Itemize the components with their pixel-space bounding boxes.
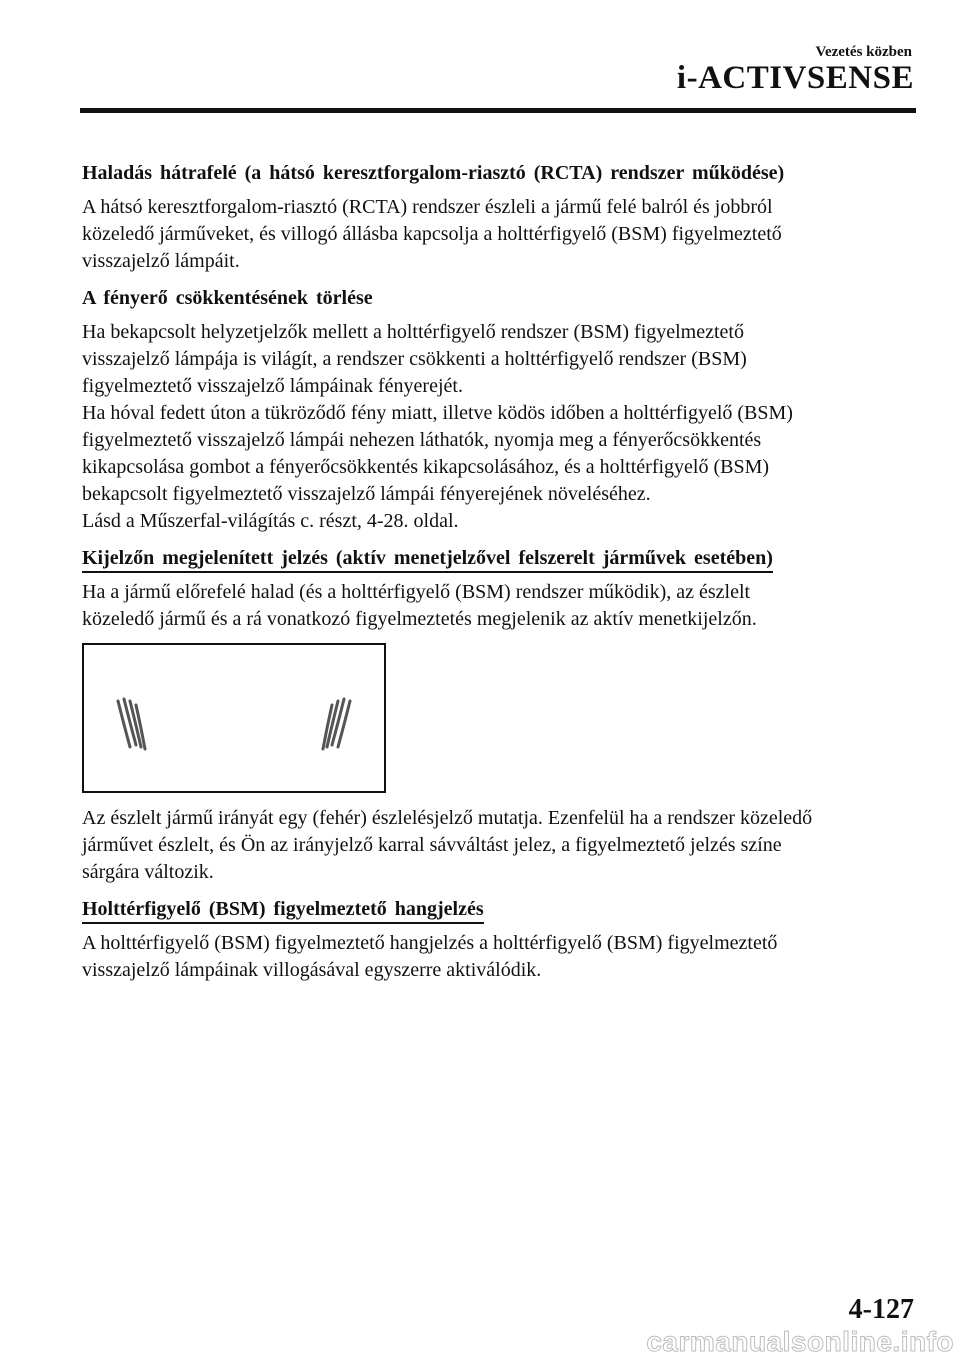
page-content	[82, 160, 912, 994]
text-line: A hátsó keresztforgalom-riasztó (RCTA) rendszer észleli a jármű felé balról és jobbról	[82, 196, 773, 218]
text-line: Ha hóval fedett úton a tükröződő fény miatt, illetve ködös időben a holttérfigyelő (BSM)	[82, 402, 793, 424]
heading-text: Holttérfigyelő (BSM) figyelmeztető hangjelzés	[82, 898, 484, 924]
text-line: A holttérfigyelő (BSM) figyelmeztető hangjelzés a holttérfigyelő (BSM) figyelmeztető	[82, 932, 778, 954]
section-heading-dimmer-cancel: A fényerő csökkentésének törlése	[82, 287, 373, 309]
heading-text: Kijelzőn megjelenített jelzés (aktív menetjelzővel felszerelt járművek esetében)	[82, 547, 773, 573]
text-line: Ha bekapcsolt helyzetjelzők mellett a holttérfigyelő rendszer (BSM) figyelmeztető	[82, 321, 744, 343]
text-line: Az észlelt jármű irányát egy (fehér) észlelésjelző mutatja. Ezenfelül ha a rendszer közeledő	[82, 807, 813, 829]
text-line: kikapcsolása gombot a fényerőcsökkentés kikapcsolásához, és a holttérfigyelő (BSM)	[82, 456, 770, 478]
header-rule	[80, 108, 916, 113]
paragraph-dimmer-cancel	[82, 319, 912, 535]
text-line: visszajelző lámpája is világít, a rendszer csökkenti a holttérfigyelő rendszer (BSM)	[82, 348, 747, 370]
paragraph-rcta	[82, 194, 912, 275]
paragraph-display-detail	[82, 805, 912, 886]
left-detection-marker-icon	[118, 699, 145, 749]
paragraph-display	[82, 579, 912, 633]
section-heading-bsm-beep	[82, 896, 912, 922]
text-line: Ha a jármű előrefelé halad (és a holttérfigyelő (BSM) rendszer működik), az észlelt	[82, 581, 751, 603]
text-line: közeledő járműveket, és villogó állásba kapcsolja a holttérfigyelő (BSM) figyelmeztető	[82, 223, 782, 245]
bsm-indicator-graphic	[84, 645, 384, 791]
page-number: 4-127	[848, 1294, 914, 1325]
running-header-title: i-ACTIVSENSE	[676, 60, 914, 96]
text-line: Lásd a Műszerfal-világítás c. részt, 4-28. oldal.	[82, 510, 459, 532]
section-heading-rcta: Haladás hátrafelé (a hátsó keresztforgalom-riasztó (RCTA) rendszer működése)	[82, 162, 785, 184]
running-header-section: Vezetés közben	[815, 44, 912, 60]
text-line: figyelmeztető visszajelző lámpáinak fényerejét.	[82, 375, 463, 397]
text-line: bekapcsolt figyelmeztető visszajelző lámpái fényerejének növeléséhez.	[82, 483, 651, 505]
text-line: közeledő jármű és a rá vonatkozó figyelmeztetés megjelenik az aktív menetkijelzőn.	[82, 608, 757, 630]
right-detection-marker-icon	[323, 699, 350, 749]
text-line: figyelmeztető visszajelző lámpái nehezen láthatók, nyomja meg a fényerőcsökkentés	[82, 429, 762, 451]
text-line: visszajelző lámpáinak villogásával egyszerre aktiválódik.	[82, 959, 542, 981]
paragraph-bsm-beep	[82, 930, 912, 984]
text-line: járművet észlelt, és Ön az irányjelző karral sávváltást jelez, a figyelmeztető jelzés színe	[82, 834, 782, 856]
section-heading-display	[82, 545, 912, 571]
watermark: carmanualsonline.info	[646, 1326, 954, 1357]
text-line: visszajelző lámpáit.	[82, 250, 240, 272]
active-driving-display-illustration	[82, 643, 386, 793]
text-line: sárgára változik.	[82, 861, 214, 883]
